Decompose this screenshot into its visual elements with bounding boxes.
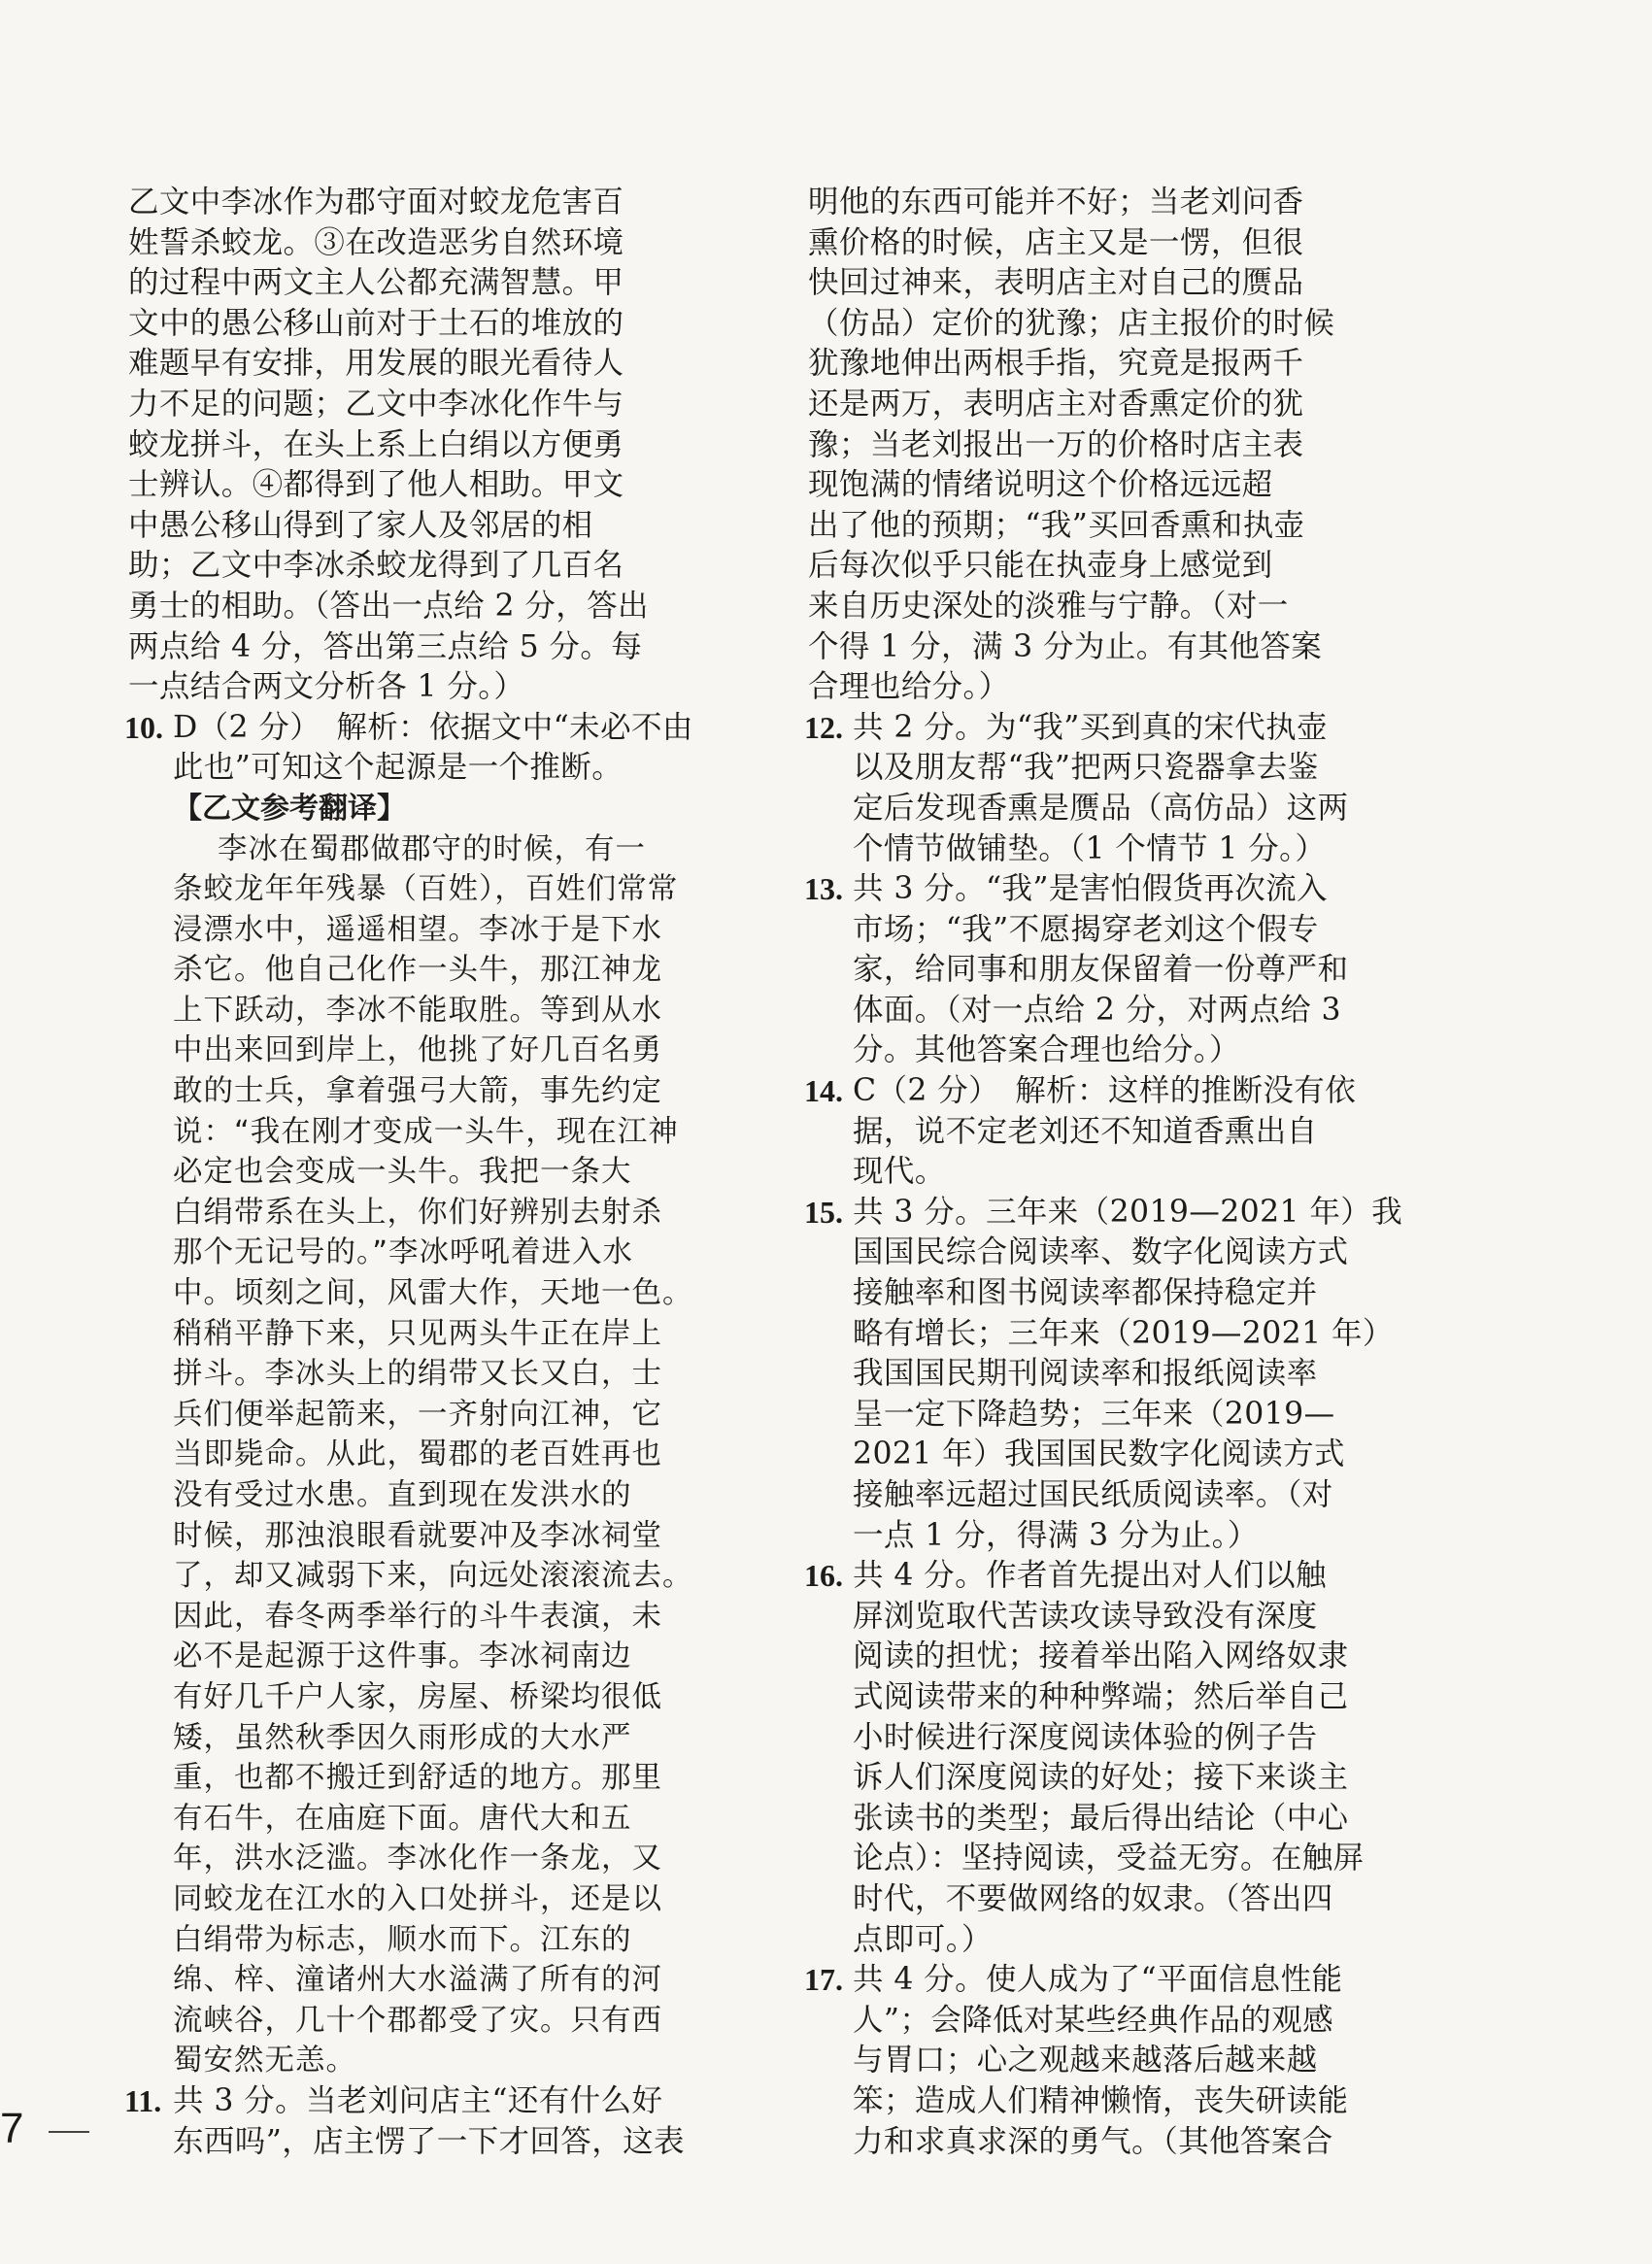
- text-line: 接触率和图书阅读率都保持稳定并: [853, 1275, 1318, 1311]
- text-line: 略有增长；三年来（2019—2021 年）: [853, 1315, 1394, 1351]
- text-line: 必不是起源于这件事。李冰祠南边: [173, 1639, 632, 1674]
- text-line: 此也”可知这个起源是一个推断。: [173, 750, 624, 786]
- text-line: 兵们便举起箭来，一齐射向江神，它: [173, 1397, 662, 1432]
- answer-item-10: [124, 708, 693, 789]
- text-line: 共 2 分。为“我”买到真的宋代执壶: [853, 709, 1328, 745]
- text-line: 两点给 4 分，答出第三点给 5 分。每: [128, 628, 643, 664]
- text-line: 市场；“我”不愿揭穿老刘这个假专: [853, 911, 1319, 947]
- text-line: 姓誓杀蛟龙。③在改造恶劣自然环境: [128, 224, 624, 260]
- text-line: 蛟龙拼斗，在头上系上白绢以方便勇: [128, 426, 624, 462]
- text-line: 了，却又减弱下来，向远处滚滚流去。: [173, 1559, 693, 1594]
- text-line: 当即毙命。从此，蜀郡的老百姓再也: [173, 1437, 662, 1472]
- text-line: 那个无记号的。”李冰呼吼着进入水: [173, 1235, 634, 1270]
- text-line: 呈一定下降趋势；三年来（2019—: [853, 1396, 1335, 1432]
- text-line: 白绢带为标志，顺水而下。江东的: [173, 1922, 632, 1957]
- text-line: 现饱满的情绪说明这个价格远远超: [808, 467, 1273, 503]
- text-line: 因此，春冬两季举行的斗牛表演，未: [173, 1599, 662, 1634]
- text-line: 笨；造成人们精神懒惰，丧失研读能: [853, 2082, 1349, 2118]
- answer-item-13: [804, 869, 1371, 1071]
- item-text: [853, 1071, 1371, 1193]
- text-line: 时代，不要做网络的奴隶。（答出四: [853, 1880, 1333, 1916]
- text-line: 家，给同事和朋友保留着一份尊严和: [853, 952, 1349, 988]
- text-line: 杀它。他自己化作一头牛，那江神龙: [173, 953, 662, 988]
- text-line: 中。顷刻之间，风雷大作，天地一色。: [173, 1276, 693, 1311]
- text-line: 绵、梓、潼诸州大水溢满了所有的河: [173, 1963, 662, 1998]
- text-line: 诉人们深度阅读的好处；接下来谈主: [853, 1760, 1349, 1796]
- text-line: 东西吗”，店主愣了一下才回答，这表: [173, 2123, 685, 2159]
- text-line: 年，洪水泛滥。李冰化作一条龙，又: [173, 1842, 662, 1876]
- text-line: 人”；会降低对某些经典作品的观感: [853, 2002, 1334, 2038]
- text-line: 一点 1 分，得满 3 分为止。）: [853, 1517, 1259, 1553]
- text-line: （仿品）定价的犹豫；店主报价的时候: [808, 305, 1335, 341]
- text-line: 屏浏览取代苦读攻读导致没有深度: [853, 1598, 1318, 1634]
- text-line: 一点结合两文分析各 1 分。）: [128, 669, 525, 705]
- text-line: 拼斗。李冰头上的绢带又长又白，士: [173, 1357, 662, 1392]
- text-line: 分。其他答案合理也给分。）: [853, 1032, 1240, 1068]
- text-line: 合理也给分。）: [808, 669, 1010, 705]
- item-text: [173, 708, 691, 789]
- left-column: [124, 183, 693, 2162]
- text-line: 豫；当老刘报出一万的价格时店主表: [808, 426, 1304, 462]
- text-line: 式阅读带来的种种弊端；然后举自己: [853, 1678, 1349, 1714]
- text-line: 难题早有安排，用发展的眼光看待人: [128, 346, 624, 382]
- text-line: 同蛟龙在江水的入口处拼斗，还是以: [173, 1881, 662, 1916]
- item-number: 16.: [804, 1558, 843, 1594]
- text-line: 有好几千户人家，房屋、桥梁均很低: [173, 1679, 662, 1714]
- text-line: 定后发现香熏是赝品（高仿品）这两: [853, 790, 1349, 826]
- text-line: 矮，虽然秋季因久雨形成的大水严: [173, 1720, 632, 1755]
- text-line: 明他的东西可能并不好；当老刘问香: [808, 185, 1304, 220]
- text-line: 以及朋友帮“我”把两只瓷器拿去鉴: [853, 750, 1319, 786]
- text-line: 敢的士兵，拿着强弓大箭，事先约定: [173, 1074, 662, 1109]
- text-line: 的过程中两文主人公都充满智慧。甲: [128, 265, 624, 301]
- text-line: 2021 年）我国国民数字化阅读方式: [853, 1436, 1345, 1472]
- item-text: [173, 2081, 691, 2162]
- text-line: 小时候进行深度阅读体验的例子告: [853, 1719, 1318, 1755]
- text-line: 国国民综合阅读率、数字化阅读方式: [853, 1234, 1349, 1270]
- text-line: 共 4 分。使人成为了“平面信息性能: [853, 1962, 1343, 1998]
- text-line: 个情节做铺垫。（1 个情节 1 分。）: [853, 830, 1327, 866]
- item-text: [853, 869, 1371, 1071]
- text-line: 文中的愚公移山前对于土石的堆放的: [128, 305, 624, 341]
- text-line: 还是两万，表明店主对香熏定价的犹: [808, 386, 1304, 422]
- text-line: 说：“我在刚才变成一头牛，现在江神: [173, 1114, 679, 1149]
- text-line: 犹豫地伸出两根手指，究竟是报两千: [808, 346, 1304, 382]
- text-line: 后每次似乎只能在执壶身上感觉到: [808, 548, 1273, 584]
- text-line: 力不足的问题；乙文中李冰化作牛与: [128, 386, 624, 422]
- item-number: 14.: [804, 1073, 843, 1109]
- text-line: 来自历史深处的淡雅与宁静。（对一: [808, 588, 1289, 624]
- text-line: 李冰在蜀郡做郡守的时候，有一: [218, 831, 646, 866]
- page-number: 7: [0, 2105, 24, 2152]
- text-line: 体面。（对一点给 2 分，对两点给 3: [853, 992, 1341, 1028]
- text-line: 乙文中李冰作为郡守面对蛟龙危害百: [128, 185, 624, 220]
- text-line: 稍稍平静下来，只见两头牛正在岸上: [173, 1316, 662, 1351]
- text-line: 共 3 分。当老刘问店主“还有什么好: [173, 2082, 663, 2118]
- answer-item-11: [124, 2081, 691, 2162]
- text-line: 据，说不定老刘还不知道香熏出自: [853, 1113, 1318, 1149]
- item-number: 17.: [804, 1962, 843, 1998]
- text-line: 助；乙文中李冰杀蛟龙得到了几百名: [128, 548, 624, 584]
- text-line: 没有受过水患。直到现在发洪水的: [173, 1478, 632, 1512]
- text-line: 出了他的预期；“我”买回香熏和执壶: [808, 507, 1305, 543]
- q9-continuation: [128, 183, 691, 708]
- text-line: 中愚公移山得到了家人及邻居的相: [128, 507, 593, 543]
- text-line: 接触率远超过国民纸质阅读率。（对: [853, 1477, 1333, 1512]
- text-line: 士辨认。④都得到了他人相助。甲文: [128, 467, 624, 503]
- text-line: 勇士的相助。（答出一点给 2 分，答出: [128, 588, 649, 624]
- text-line: 熏价格的时候，店主又是一愣，但很: [808, 224, 1304, 260]
- q11-continuation: [808, 183, 1371, 708]
- item-text: [853, 1193, 1403, 1556]
- text-line: 必定也会变成一头牛。我把一条大: [173, 1155, 632, 1190]
- text-line: 论点）：坚持阅读，受益无穷。在触屏: [853, 1841, 1365, 1876]
- text-line: 有石牛，在庙庭下面。唐代大和五: [173, 1801, 632, 1836]
- page-number-rule: [49, 2131, 89, 2133]
- text-line: 蜀安然无恙。: [173, 2044, 356, 2078]
- text-line: 浸漂水中，遥遥相望。李冰于是下水: [173, 912, 662, 947]
- right-column: [804, 183, 1403, 2162]
- item-text: [853, 1960, 1371, 2162]
- item-text: [853, 1556, 1371, 1960]
- text-line: 流峡谷，几十个郡都受了灾。只有西: [173, 2003, 662, 2038]
- item-number: 11.: [124, 2082, 162, 2118]
- text-line: C（2 分） 解析：这样的推断没有依: [853, 1073, 1357, 1109]
- item-number: 13.: [804, 871, 843, 907]
- answer-item-16: [804, 1556, 1371, 1960]
- answer-item-15: [804, 1193, 1403, 1556]
- text-line: 共 3 分。三年来（2019—2021 年）我: [853, 1194, 1403, 1230]
- text-line: 现代。: [853, 1154, 946, 1190]
- item-number: 10.: [124, 709, 163, 745]
- text-line: D（2 分） 解析：依据文中“未必不由: [173, 709, 693, 745]
- text-line: 条蛟龙年年残暴（百姓），百姓们常常: [173, 872, 679, 907]
- text-line: 张读书的类型；最后得出结论（中心: [853, 1800, 1349, 1836]
- text-line: 上下跃动，李冰不能取胜。等到从水: [173, 993, 662, 1028]
- item-number: 15.: [804, 1194, 843, 1230]
- text-line: 时候，那浊浪眼看就要冲及李冰祠堂: [173, 1518, 662, 1553]
- item-number: 12.: [804, 709, 843, 745]
- text-line: 点即可。）: [853, 1921, 993, 1957]
- text-line: 力和求真求深的勇气。（其他答案合: [853, 2123, 1333, 2159]
- text-line: 阅读的担忧；接着举出陷入网络奴隶: [853, 1639, 1349, 1674]
- text-line: 白绢带系在头上，你们好辨别去射杀: [173, 1195, 662, 1230]
- text-line: 与胃口；心之观越来越落后越来越: [853, 2043, 1318, 2078]
- text-line: 个得 1 分，满 3 分为止。有其他答案: [808, 628, 1323, 664]
- text-line: 重，也都不搬迁到舒适的地方。那里: [173, 1761, 662, 1796]
- answer-item-14: [804, 1071, 1371, 1193]
- text-line: 中出来回到岸上，他挑了好几百名勇: [173, 1033, 662, 1068]
- answer-item-17: [804, 1960, 1371, 2162]
- translation-text: [173, 829, 691, 2081]
- text-line: 共 3 分。“我”是害怕假货再次流入: [853, 871, 1328, 907]
- translation-block: [128, 789, 691, 2081]
- translation-heading: 【乙文参考翻译】: [173, 791, 406, 826]
- text-line: 快回过神来，表明店主对自己的赝品: [808, 265, 1304, 301]
- answer-item-12: [804, 708, 1371, 869]
- item-text: [853, 708, 1371, 869]
- text-line: 共 4 分。作者首先提出对人们以触: [853, 1558, 1327, 1594]
- text-line: 我国国民期刊阅读率和报纸阅读率: [853, 1356, 1318, 1392]
